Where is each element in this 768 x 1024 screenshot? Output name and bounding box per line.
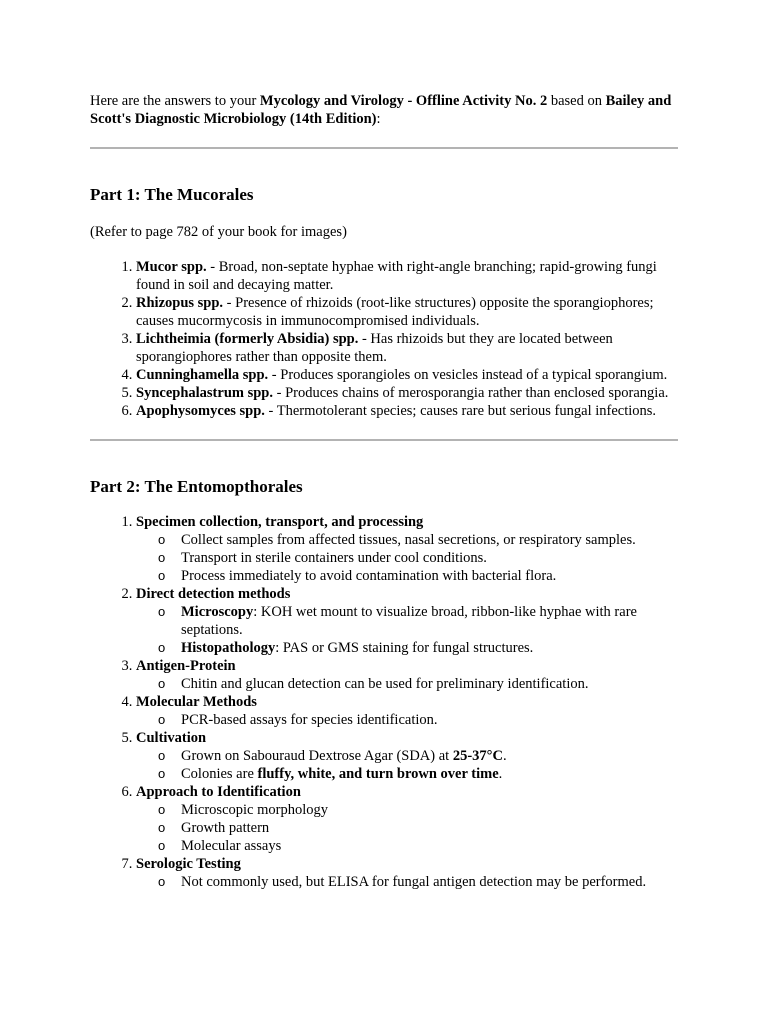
bullet-icon: o [158,532,166,547]
list-item [136,330,678,366]
sub-text: . [498,766,503,782]
sub-list [136,531,678,585]
bullet-icon: o [158,604,166,619]
section-item [136,513,678,585]
list-item [136,366,678,384]
sub-text: PCR-based assays for species identification. [181,712,438,728]
intro-text: : [376,111,381,127]
section-heading: Molecular Methods [136,694,257,710]
sub-list-item [158,549,678,567]
sub-text: : PAS or GMS staining for fungal structures. [275,640,534,656]
part1-note: (Refer to page 782 of your book for images) [90,224,347,240]
sub-list-item [158,603,678,639]
organism-description: - Has rhizoids but they are located between sporangiophores rather than opposite them. [136,331,613,365]
bullet-icon: o [158,712,166,727]
book-title: Bailey and Scott's Diagnostic Microbiology (14th Edition) [90,93,672,127]
sub-text: Colonies are [181,766,258,782]
sub-text: Process immediately to avoid contamination with bacterial flora. [181,568,557,584]
sub-list-item [158,747,678,765]
sub-list [136,747,678,783]
sub-text: Molecular assays [181,838,282,854]
section-heading: Cultivation [136,730,207,746]
horizontal-rule [90,439,678,441]
sub-list [136,873,678,891]
organism-name: Syncephalastrum spp. [136,385,273,401]
sub-list [136,801,678,855]
list-item [136,402,678,420]
sub-list-item [158,639,678,657]
intro-text: Here are the answers to your [90,93,260,109]
organism-description: - Produces chains of merosporangia rather than enclosed sporangia. [272,385,669,401]
section-item [136,855,678,891]
organism-name: Cunninghamella spp. [136,367,269,383]
section-heading: Serologic Testing [136,856,241,872]
organism-name: Rhizopus spp. [136,295,224,311]
section-item [136,585,678,657]
sub-list-item [158,873,678,891]
section-heading: Direct detection methods [136,586,291,602]
activity-title: Mycology and Virology - Offline Activity No. 2 [259,93,548,109]
part1-heading: Part 1: The Mucorales [90,185,254,204]
organism-description: - Thermotolerant species; causes rare but serious fungal infections. [264,403,657,419]
sub-emphasis: 25-37°C [452,748,503,764]
bullet-icon: o [158,874,166,889]
sub-emphasis: Histopathology [181,640,276,656]
section-item [136,657,678,693]
intro-paragraph [90,92,678,128]
section-heading: Specimen collection, transport, and processing [136,514,424,530]
sub-list [136,711,678,729]
section-item [136,693,678,729]
list-item [136,294,678,330]
sub-emphasis: Microscopy [181,604,254,620]
bullet-icon: o [158,802,166,817]
sub-text: Chitin and glucan detection can be used for preliminary identification. [181,676,589,692]
bullet-icon: o [158,748,166,763]
part2-heading: Part 2: The Entomopthorales [90,477,303,496]
bullet-icon: o [158,838,166,853]
sub-list [136,675,678,693]
organism-description: - Produces sporangioles on vesicles instead of a typical sporangium. [268,367,668,383]
bullet-icon: o [158,766,166,781]
intro-text: based on [547,93,606,109]
sub-text: Transport in sterile containers under cool conditions. [181,550,487,566]
organism-description: - Presence of rhizoids (root-like structures) opposite the sporangiophores; causes mucormycosis in immunocompromised individuals. [136,295,654,329]
sub-text: Collect samples from affected tissues, nasal secretions, or respiratory samples. [181,532,636,548]
sub-list-item [158,819,678,837]
sub-text: Growth pattern [181,820,270,836]
organism-description: - Broad, non-septate hyphae with right-angle branching; rapid-growing fungi found in soil and decaying matter. [136,259,657,293]
list-item [136,384,678,402]
section-heading: Antigen-Protein [136,658,236,674]
bullet-icon: o [158,550,166,565]
sub-list-item [158,531,678,549]
sub-list-item [158,837,678,855]
sub-emphasis: fluffy, white, and turn brown over time [257,766,499,782]
organism-name: Lichtheimia (formerly Absidia) spp. [136,331,359,347]
sub-list-item [158,567,678,585]
section-heading: Approach to Identification [136,784,301,800]
horizontal-rule [90,147,678,149]
organism-name: Mucor spp. [136,259,207,275]
section-item [136,783,678,855]
sub-text: Not commonly used, but ELISA for fungal antigen detection may be performed. [181,874,647,890]
section-item [136,729,678,783]
bullet-icon: o [158,676,166,691]
sub-list [136,603,678,657]
bullet-icon: o [158,640,166,655]
sub-list-item [158,675,678,693]
sub-text: . [502,748,507,764]
part2-list [90,513,678,891]
list-item [136,258,678,294]
sub-text: : KOH wet mount to visualize broad, ribbon-like hyphae with rare septations. [181,604,637,638]
sub-text: Microscopic morphology [181,802,328,818]
organism-name: Apophysomyces spp. [136,403,265,419]
bullet-icon: o [158,820,166,835]
sub-text: Grown on Sabouraud Dextrose Agar (SDA) at [181,748,453,764]
part1-list [90,258,678,420]
sub-list-item [158,711,678,729]
sub-list-item [158,801,678,819]
sub-list-item [158,765,678,783]
bullet-icon: o [158,568,166,583]
